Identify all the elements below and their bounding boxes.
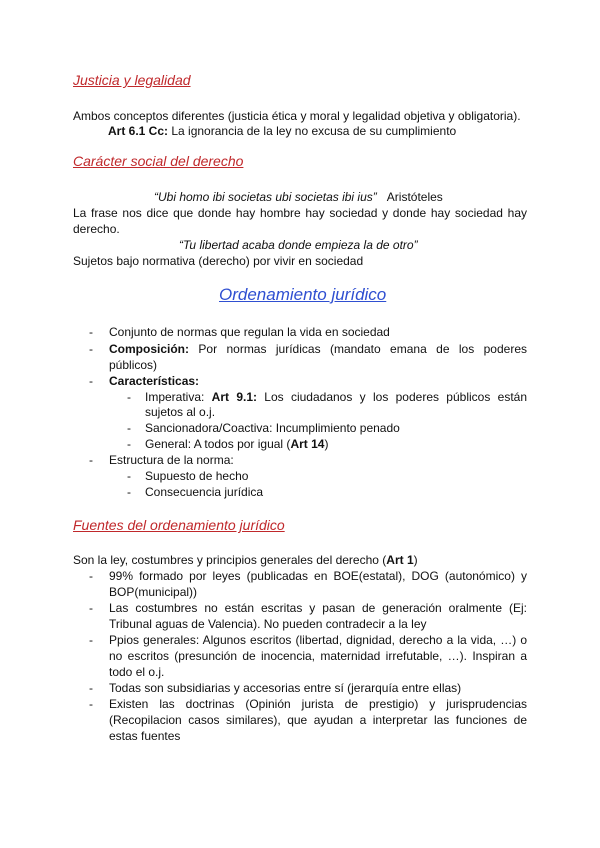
bullet-dash: - bbox=[89, 453, 93, 467]
general-pre: General: A todos por igual ( bbox=[145, 437, 291, 451]
paragraph-fuentes-intro bbox=[73, 553, 418, 568]
quote-aristoteles bbox=[154, 190, 443, 205]
bullet-doctrinas-cont2: estas fuentes bbox=[109, 729, 181, 743]
sub-bullet-imperativa bbox=[145, 390, 527, 405]
bullet-ppios-cont: no escritos (presunción de inocencia, maternidad irrefutable, …). Inspiran a bbox=[109, 649, 527, 663]
sub-bullet-supuesto: Supuesto de hecho bbox=[145, 469, 249, 483]
composicion-label: Composición: bbox=[109, 342, 189, 356]
sub-bullet-general bbox=[145, 437, 328, 452]
fuentes-intro-art: Art 1 bbox=[386, 553, 414, 567]
bullet-dash: - bbox=[89, 342, 93, 356]
sub-bullet-sancionadora: Sancionadora/Coactiva: Incumplimiento penado bbox=[145, 421, 400, 435]
sub-bullet-dash: - bbox=[127, 421, 131, 435]
bullet-ppios-cont2: todo el o.j. bbox=[109, 665, 165, 679]
article-6-1 bbox=[108, 124, 456, 139]
bullet-costumbres: Las costumbres no están escritas y pasan de generación oralmente (Ej: bbox=[109, 601, 527, 615]
sub-bullet-dash: - bbox=[127, 485, 131, 499]
imperativa-text-cont: sujetos al o.j. bbox=[145, 405, 216, 419]
heading-justicia: Justicia y legalidad bbox=[73, 72, 191, 88]
heading-fuentes: Fuentes del ordenamiento jurídico bbox=[73, 517, 285, 533]
paragraph-sujetos: Sujetos bajo normativa (derecho) por vivir en sociedad bbox=[73, 254, 364, 268]
bullet-ppios: Ppios generales: Algunos escritos (libertad, dignidad, derecho a la vida, …) o bbox=[109, 633, 527, 647]
paragraph-justicia: Ambos conceptos diferentes (justicia ética y moral y legalidad objetiva y obligatoria). bbox=[73, 109, 521, 123]
paragraph-frase-b: derecho. bbox=[73, 222, 120, 236]
paragraph-frase-a: La frase nos dice que donde hay hombre hay sociedad y donde hay sociedad hay bbox=[73, 206, 527, 220]
sub-bullet-dash: - bbox=[127, 437, 131, 451]
bullet-subsidiarias: Todas son subsidiarias y accesorias entre sí (jerarquía entre ellas) bbox=[109, 681, 462, 695]
article-text: La ignorancia de la ley no excusa de su cumplimiento bbox=[168, 124, 457, 138]
fuentes-intro-post: ) bbox=[413, 553, 418, 567]
imperativa-pre: Imperativa: bbox=[145, 390, 212, 404]
article-label: Art 6.1 Cc: bbox=[108, 124, 169, 138]
bullet-dash: - bbox=[89, 601, 93, 615]
bullet-dash: - bbox=[89, 681, 93, 695]
bullet-dash: - bbox=[89, 633, 93, 647]
bullet-doctrinas-cont: (Recopilacion casos similares), que ayudan a interpretar las funciones de bbox=[109, 713, 527, 727]
composicion-text: Por normas jurídicas (mandato emana de los poderes bbox=[189, 342, 527, 356]
quote-libertad: “Tu libertad acaba donde empieza la de otro” bbox=[179, 238, 418, 252]
composicion-text-cont: públicos) bbox=[109, 358, 158, 372]
general-post: ) bbox=[324, 437, 329, 451]
bullet-estructura: Estructura de la norma: bbox=[109, 453, 234, 467]
bullet-composicion bbox=[109, 342, 527, 357]
sub-bullet-dash: - bbox=[127, 469, 131, 483]
bullet-conjunto: Conjunto de normas que regulan la vida en sociedad bbox=[109, 325, 390, 339]
quote-author: Aristóteles bbox=[386, 190, 443, 204]
bullet-dash: - bbox=[89, 697, 93, 711]
quote-text: “Ubi homo ibi societas ubi societas ibi ius” bbox=[154, 190, 377, 204]
bullet-dash: - bbox=[89, 374, 93, 388]
bullet-costumbres-cont: Tribunal aguas de Valencia). No pueden contradecir a la ley bbox=[109, 617, 427, 631]
bullet-leyes: 99% formado por leyes (publicadas en BOE(estatal), DOG (autonómico) y bbox=[109, 569, 527, 583]
imperativa-art: Art 9.1: bbox=[211, 390, 257, 404]
bullet-leyes-cont: BOP(municipal)) bbox=[109, 585, 198, 599]
bullet-dash: - bbox=[89, 569, 93, 583]
heading-caracter: Carácter social del derecho bbox=[73, 153, 244, 169]
bullet-caracteristicas bbox=[109, 374, 199, 389]
sub-bullet-consecuencia: Consecuencia jurídica bbox=[145, 485, 264, 499]
caracteristicas-label: Características: bbox=[109, 374, 200, 388]
bullet-dash: - bbox=[89, 325, 93, 339]
bullet-doctrinas: Existen las doctrinas (Opinión jurista de prestigio) y jurisprudencias bbox=[109, 697, 527, 711]
sub-bullet-dash: - bbox=[127, 390, 131, 404]
heading-ordenamiento: Ordenamiento jurídico bbox=[219, 285, 387, 304]
general-art: Art 14 bbox=[290, 437, 325, 451]
imperativa-text: Los ciudadanos y los poderes públicos están bbox=[257, 390, 527, 404]
fuentes-intro-pre: Son la ley, costumbres y principios generales del derecho ( bbox=[73, 553, 387, 567]
